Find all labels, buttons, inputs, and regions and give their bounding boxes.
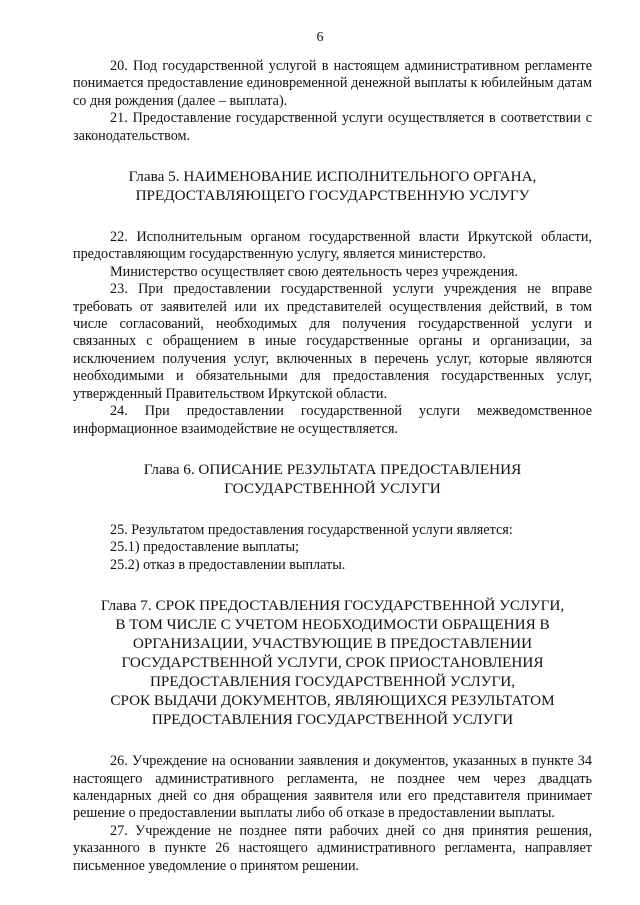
chapter-5-heading-line-2: ПРЕДОСТАВЛЯЮЩЕГО ГОСУДАРСТВЕННУЮ УСЛУГУ (135, 187, 530, 205)
paragraph-25-1: 25.1) предоставление выплаты; (110, 539, 299, 556)
chapter-7-heading-line-6: СРОК ВЫДАЧИ ДОКУМЕНТОВ, ЯВЛЯЮЩИХСЯ РЕЗУЛЬТАТОМ (110, 692, 555, 710)
paragraph-25: 25. Результатом предоставления государственной услуги является: (110, 521, 513, 538)
paragraph-21: 21. Предоставление государственной услуги осуществляется в соответствии с законодательством. (73, 110, 592, 144)
paragraph-20: 20. Под государственной услугой в настоящем административном регламенте понимается предоставление единовременной денежной выплаты к юбилейным датам со дня рождения (далее – выплата). (73, 58, 592, 109)
paragraph-22: 22. Исполнительным органом государственной власти Иркутской области, предоставляющим государственную услугу, является министерство. (73, 229, 592, 263)
chapter-5-heading-line-1: Глава 5. НАИМЕНОВАНИЕ ИСПОЛНИТЕЛЬНОГО ОРГАНА, (128, 168, 537, 186)
paragraph-27: 27. Учреждение не позднее пяти рабочих дней со дня принятия решения, указанного в пункте 26 настоящего административного регламента, направляет письменное уведомление о принятом решении. (73, 822, 592, 874)
document-body (73, 58, 592, 875)
chapter-7-heading-line-4: ГОСУДАРСТВЕННОЙ УСЛУГИ, СРОК ПРИОСТАНОВЛЕНИЯ (121, 654, 544, 672)
page-number: 6 (316, 30, 324, 45)
chapter-7-heading (73, 596, 592, 729)
chapter-7-heading-line-1: Глава 7. СРОК ПРЕДОСТАВЛЕНИЯ ГОСУДАРСТВЕННОЙ УСЛУГИ, (100, 597, 565, 615)
chapter-6-heading (73, 460, 592, 498)
paragraph-22-continued: Министерство осуществляет свою деятельность через учреждения. (110, 263, 519, 280)
chapter-6-heading-line-1: Глава 6. ОПИСАНИЕ РЕЗУЛЬТАТА ПРЕДОСТАВЛЕНИЯ (143, 460, 522, 478)
chapter-7-heading-line-5: ПРЕДОСТАВЛЕНИЯ ГОСУДАРСТВЕННОЙ УСЛУГИ, (149, 673, 516, 691)
chapter-7-heading-line-3: ОРГАНИЗАЦИИ, УЧАСТВУЮЩИЕ В ПРЕДОСТАВЛЕНИИ (132, 635, 533, 653)
chapter-6-heading-line-2: ГОСУДАРСТВЕННОЙ УСЛУГИ (224, 479, 441, 497)
paragraph-23: 23. При предоставлении государственной услуги учреждения не вправе требовать от заявителей или их представителей осуществления действий, в том числе согласований, необходимых для получения государственной услуги и связанных с обращением в иные государственные органы и организации, за исключением получения услуг, включенных в перечень услуг, которые являются необходимыми и обязательными для предоставления государственных услуг, утвержденный Правительством Иркутской области. (73, 281, 592, 402)
chapter-7-heading-line-7: ПРЕДОСТАВЛЕНИЯ ГОСУДАРСТВЕННОЙ УСЛУГИ (151, 711, 514, 729)
paragraph-25-2: 25.2) отказ в предоставлении выплаты. (110, 556, 346, 573)
chapter-5-heading (73, 167, 592, 205)
paragraph-26: 26. Учреждение на основании заявления и документов, указанных в пункте 34 настоящего административного регламента, не позднее чем через двадцать календарных дней со дня обращения заявителя или его представителя принимает решение о предоставлении выплаты либо об отказе в предоставлении выплаты. (73, 753, 592, 822)
paragraph-24: 24. При предоставлении государственной услуги межведомственное информационное взаимодействие не осуществляется. (73, 403, 592, 437)
chapter-7-heading-line-2: В ТОМ ЧИСЛЕ С УЧЕТОМ НЕОБХОДИМОСТИ ОБРАЩЕНИЯ В (115, 616, 550, 634)
